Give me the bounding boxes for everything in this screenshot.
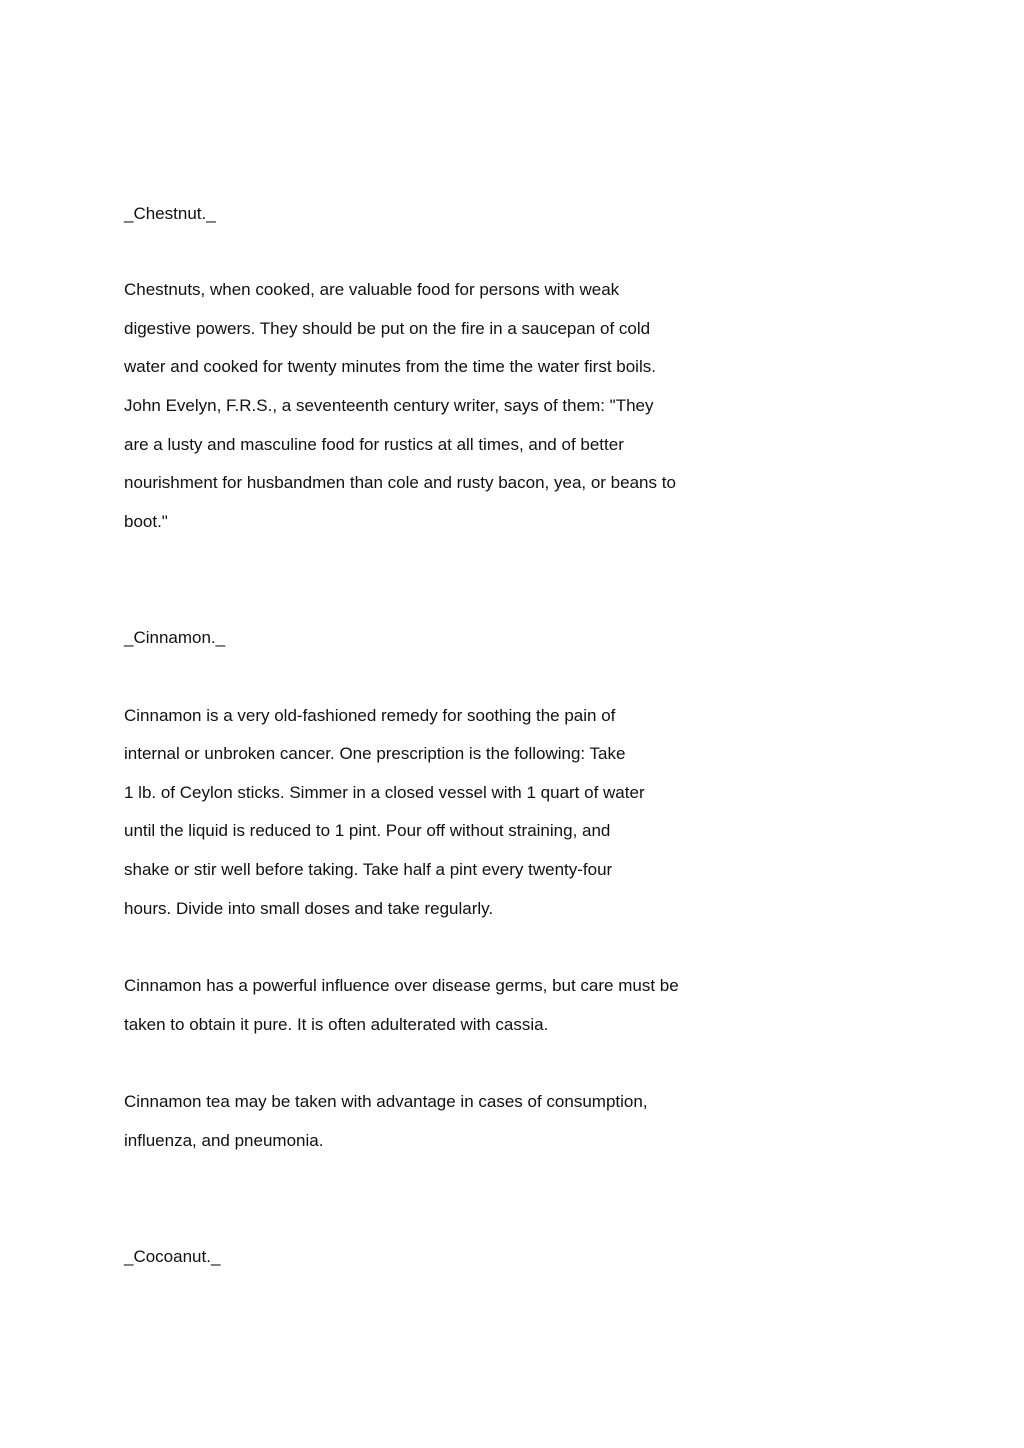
text-line: are a lusty and masculine food for rustics at all times, and of better — [124, 435, 624, 454]
section-heading-cinnamon: _Cinnamon._ — [124, 628, 226, 647]
text-line: Cinnamon is a very old-fashioned remedy for soothing the pain of — [124, 706, 616, 725]
text-line: Chestnuts, when cooked, are valuable food for persons with weak — [124, 280, 620, 299]
text-line: John Evelyn, F.R.S., a seventeenth century writer, says of them: "They — [124, 396, 654, 415]
text-line: boot." — [124, 512, 168, 531]
section-heading-chestnut: _Chestnut._ — [124, 204, 216, 223]
text-line: taken to obtain it pure. It is often adulterated with cassia. — [124, 1015, 549, 1034]
text-line: Cinnamon has a powerful influence over disease germs, but care must be — [124, 976, 679, 995]
text-line: water and cooked for twenty minutes from the time the water first boils. — [124, 357, 656, 376]
text-line: digestive powers. They should be put on the fire in a saucepan of cold — [124, 319, 651, 338]
text-line: hours. Divide into small doses and take regularly. — [124, 899, 494, 918]
text-line: until the liquid is reduced to 1 pint. Pour off without straining, and — [124, 821, 611, 840]
text-line: shake or stir well before taking. Take half a pint every twenty-four — [124, 860, 613, 879]
text-line: Cinnamon tea may be taken with advantage in cases of consumption, — [124, 1092, 648, 1111]
text-line: influenza, and pneumonia. — [124, 1131, 324, 1150]
text-line: internal or unbroken cancer. One prescription is the following: Take — [124, 744, 626, 763]
text-line: 1 lb. of Ceylon sticks. Simmer in a closed vessel with 1 quart of water — [124, 783, 645, 802]
text-line: nourishment for husbandmen than cole and rusty bacon, yea, or beans to — [124, 473, 676, 492]
section-heading-cocoanut: _Cocoanut._ — [124, 1247, 221, 1266]
